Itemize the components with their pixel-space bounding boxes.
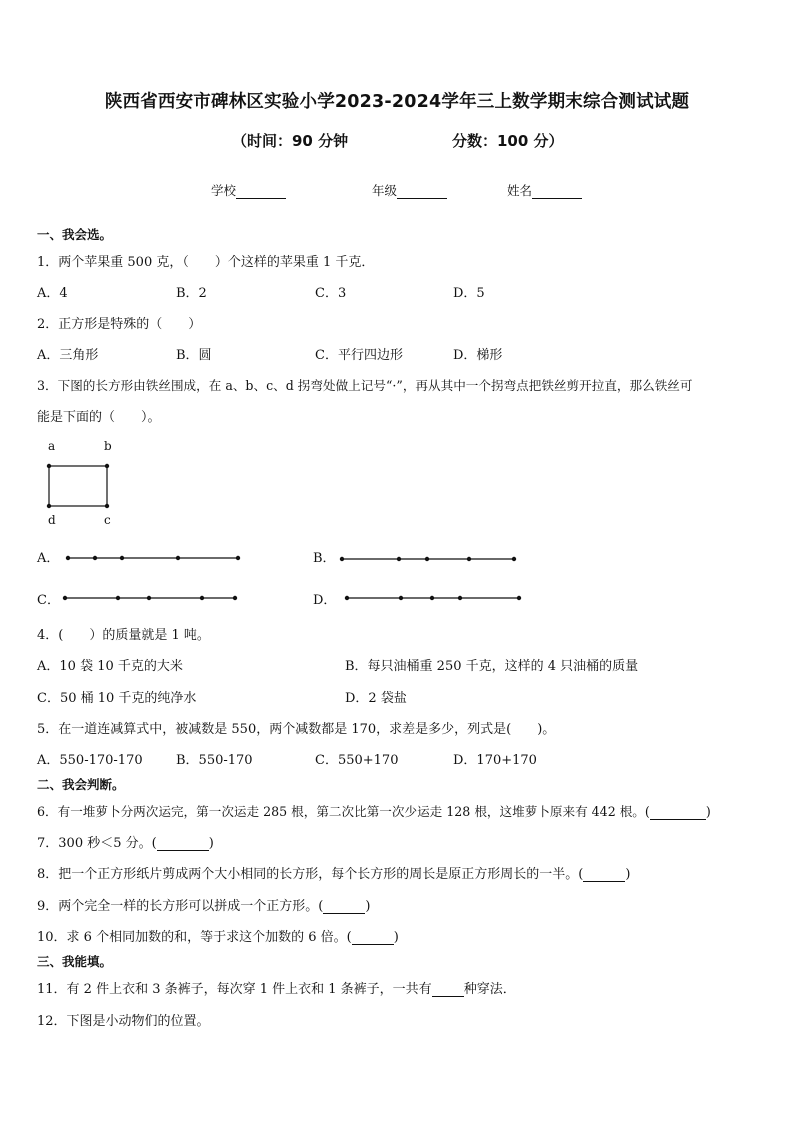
corner-label-b: b	[104, 439, 112, 453]
q5-option-c[interactable]: C．550+170	[315, 753, 399, 768]
q3-option-b[interactable]: B．	[313, 551, 336, 566]
exam-time: （时间：90 分钟	[232, 132, 349, 150]
q9-answer-blank[interactable]	[323, 900, 365, 914]
q8-close-paren: )	[625, 867, 631, 882]
question-9-text: 9．两个完全一样的长方形可以拼成一个正方形。(	[37, 899, 324, 914]
q7-answer-blank[interactable]	[157, 837, 209, 851]
question-3-line-1: 3．下图的长方形由铁丝围成，在 a、b、c、d 拐弯处做上记号“·”，再从其中一个拐弯点把铁丝剪开拉直，那么铁丝可	[37, 378, 693, 393]
option-b-wire	[340, 557, 516, 561]
exam-score: 分数：100 分）	[452, 132, 564, 150]
q4-option-d[interactable]: D．2 袋盐	[345, 691, 407, 706]
q7-close-paren: )	[208, 836, 214, 851]
question-12: 12．下图是小动物们的位置。	[37, 1014, 210, 1029]
q6-close-paren: )	[705, 804, 711, 819]
school-label: 学校	[211, 183, 237, 198]
option-a-wire	[66, 556, 240, 560]
question-4: 4．( ）的质量就是 1 吨。	[37, 628, 210, 643]
question-8	[37, 863, 630, 882]
question-11	[37, 978, 516, 997]
page-title: 陕西省西安市碑林区实验小学2023-2024学年三上数学期末综合测试试题	[104, 92, 690, 112]
q1-option-c[interactable]: C．3	[315, 286, 347, 301]
question-6-text: 6．有一堆萝卜分两次运完，第一次运走 285 根，第二次比第一次少运走 128 根，这堆萝卜原来有 442 根。(	[37, 804, 650, 819]
question-11-text-b: 种穿法．	[463, 982, 516, 997]
question-8-text: 8．把一个正方形纸片剪成两个大小相同的长方形，每个长方形的周长是原正方形周长的一半。(	[37, 867, 584, 882]
question-11-text-a: 11．有 2 件上衣和 3 条裤子，每次穿 1 件上衣和 1 条裤子，一共有	[37, 982, 432, 997]
question-3-line-2: 能是下面的（ ）。	[37, 410, 161, 425]
section-heading-1: 一、我会选。	[37, 227, 113, 242]
q2-option-c[interactable]: C．平行四边形	[315, 348, 403, 363]
q1-option-a[interactable]: A．4	[37, 286, 68, 301]
section-heading-2: 二、我会判断。	[37, 777, 125, 792]
q5-option-d[interactable]: D．170+170	[453, 753, 537, 768]
q11-answer-blank[interactable]	[432, 983, 464, 997]
q5-option-b[interactable]: B．550-170	[176, 753, 253, 768]
q10-close-paren: )	[393, 930, 399, 945]
question-9	[37, 895, 370, 914]
q4-option-a[interactable]: A．10 袋 10 千克的大米	[37, 659, 183, 674]
question-7	[37, 832, 214, 851]
question-5: 5．在一道连减算式中，被减数是 550，两个减数都是 170，求差是多少，列式是( )。	[37, 722, 556, 737]
q4-option-b[interactable]: B．每只油桶重 250 千克，这样的 4 只油桶的质量	[345, 659, 639, 674]
option-c-wire	[63, 596, 237, 600]
question-2: 2．正方形是特殊的（ ）	[37, 317, 202, 332]
corner-label-d: d	[48, 513, 56, 527]
q6-answer-blank[interactable]	[650, 806, 706, 820]
q1-option-b[interactable]: B．2	[176, 286, 207, 301]
q9-close-paren: )	[365, 899, 371, 914]
q8-answer-blank[interactable]	[583, 868, 625, 882]
q1-option-d[interactable]: D．5	[453, 286, 485, 301]
q5-option-a[interactable]: A．550-170-170	[37, 753, 143, 768]
question-7-text: 7．300 秒＜5 分。(	[37, 836, 157, 851]
q2-option-a[interactable]: A．三角形	[37, 348, 99, 363]
name-label: 姓名	[507, 183, 533, 198]
question-10-text: 10．求 6 个相同加数的和，等于求这个加数的 6 倍。(	[37, 930, 352, 945]
q3-option-d[interactable]: D．	[313, 593, 337, 608]
q4-option-c[interactable]: C．50 桶 10 千克的纯净水	[37, 691, 197, 706]
corner-label-c: c	[104, 513, 111, 527]
grade-label: 年级	[372, 183, 398, 198]
question-10	[37, 926, 399, 945]
q10-answer-blank[interactable]	[352, 931, 394, 945]
corner-label-a: a	[48, 439, 56, 453]
q3-option-a[interactable]: A．	[37, 551, 60, 566]
wire-rectangle	[47, 464, 109, 508]
section-heading-3: 三、我能填。	[37, 954, 113, 969]
option-d-wire	[345, 596, 521, 600]
question-1: 1．两个苹果重 500 克，（ ）个这样的苹果重 1 千克．	[37, 255, 375, 270]
q3-option-c[interactable]: C．	[37, 593, 60, 608]
q2-option-d[interactable]: D．梯形	[453, 348, 503, 363]
q2-option-b[interactable]: B．圆	[176, 348, 212, 363]
question-6	[37, 801, 711, 820]
